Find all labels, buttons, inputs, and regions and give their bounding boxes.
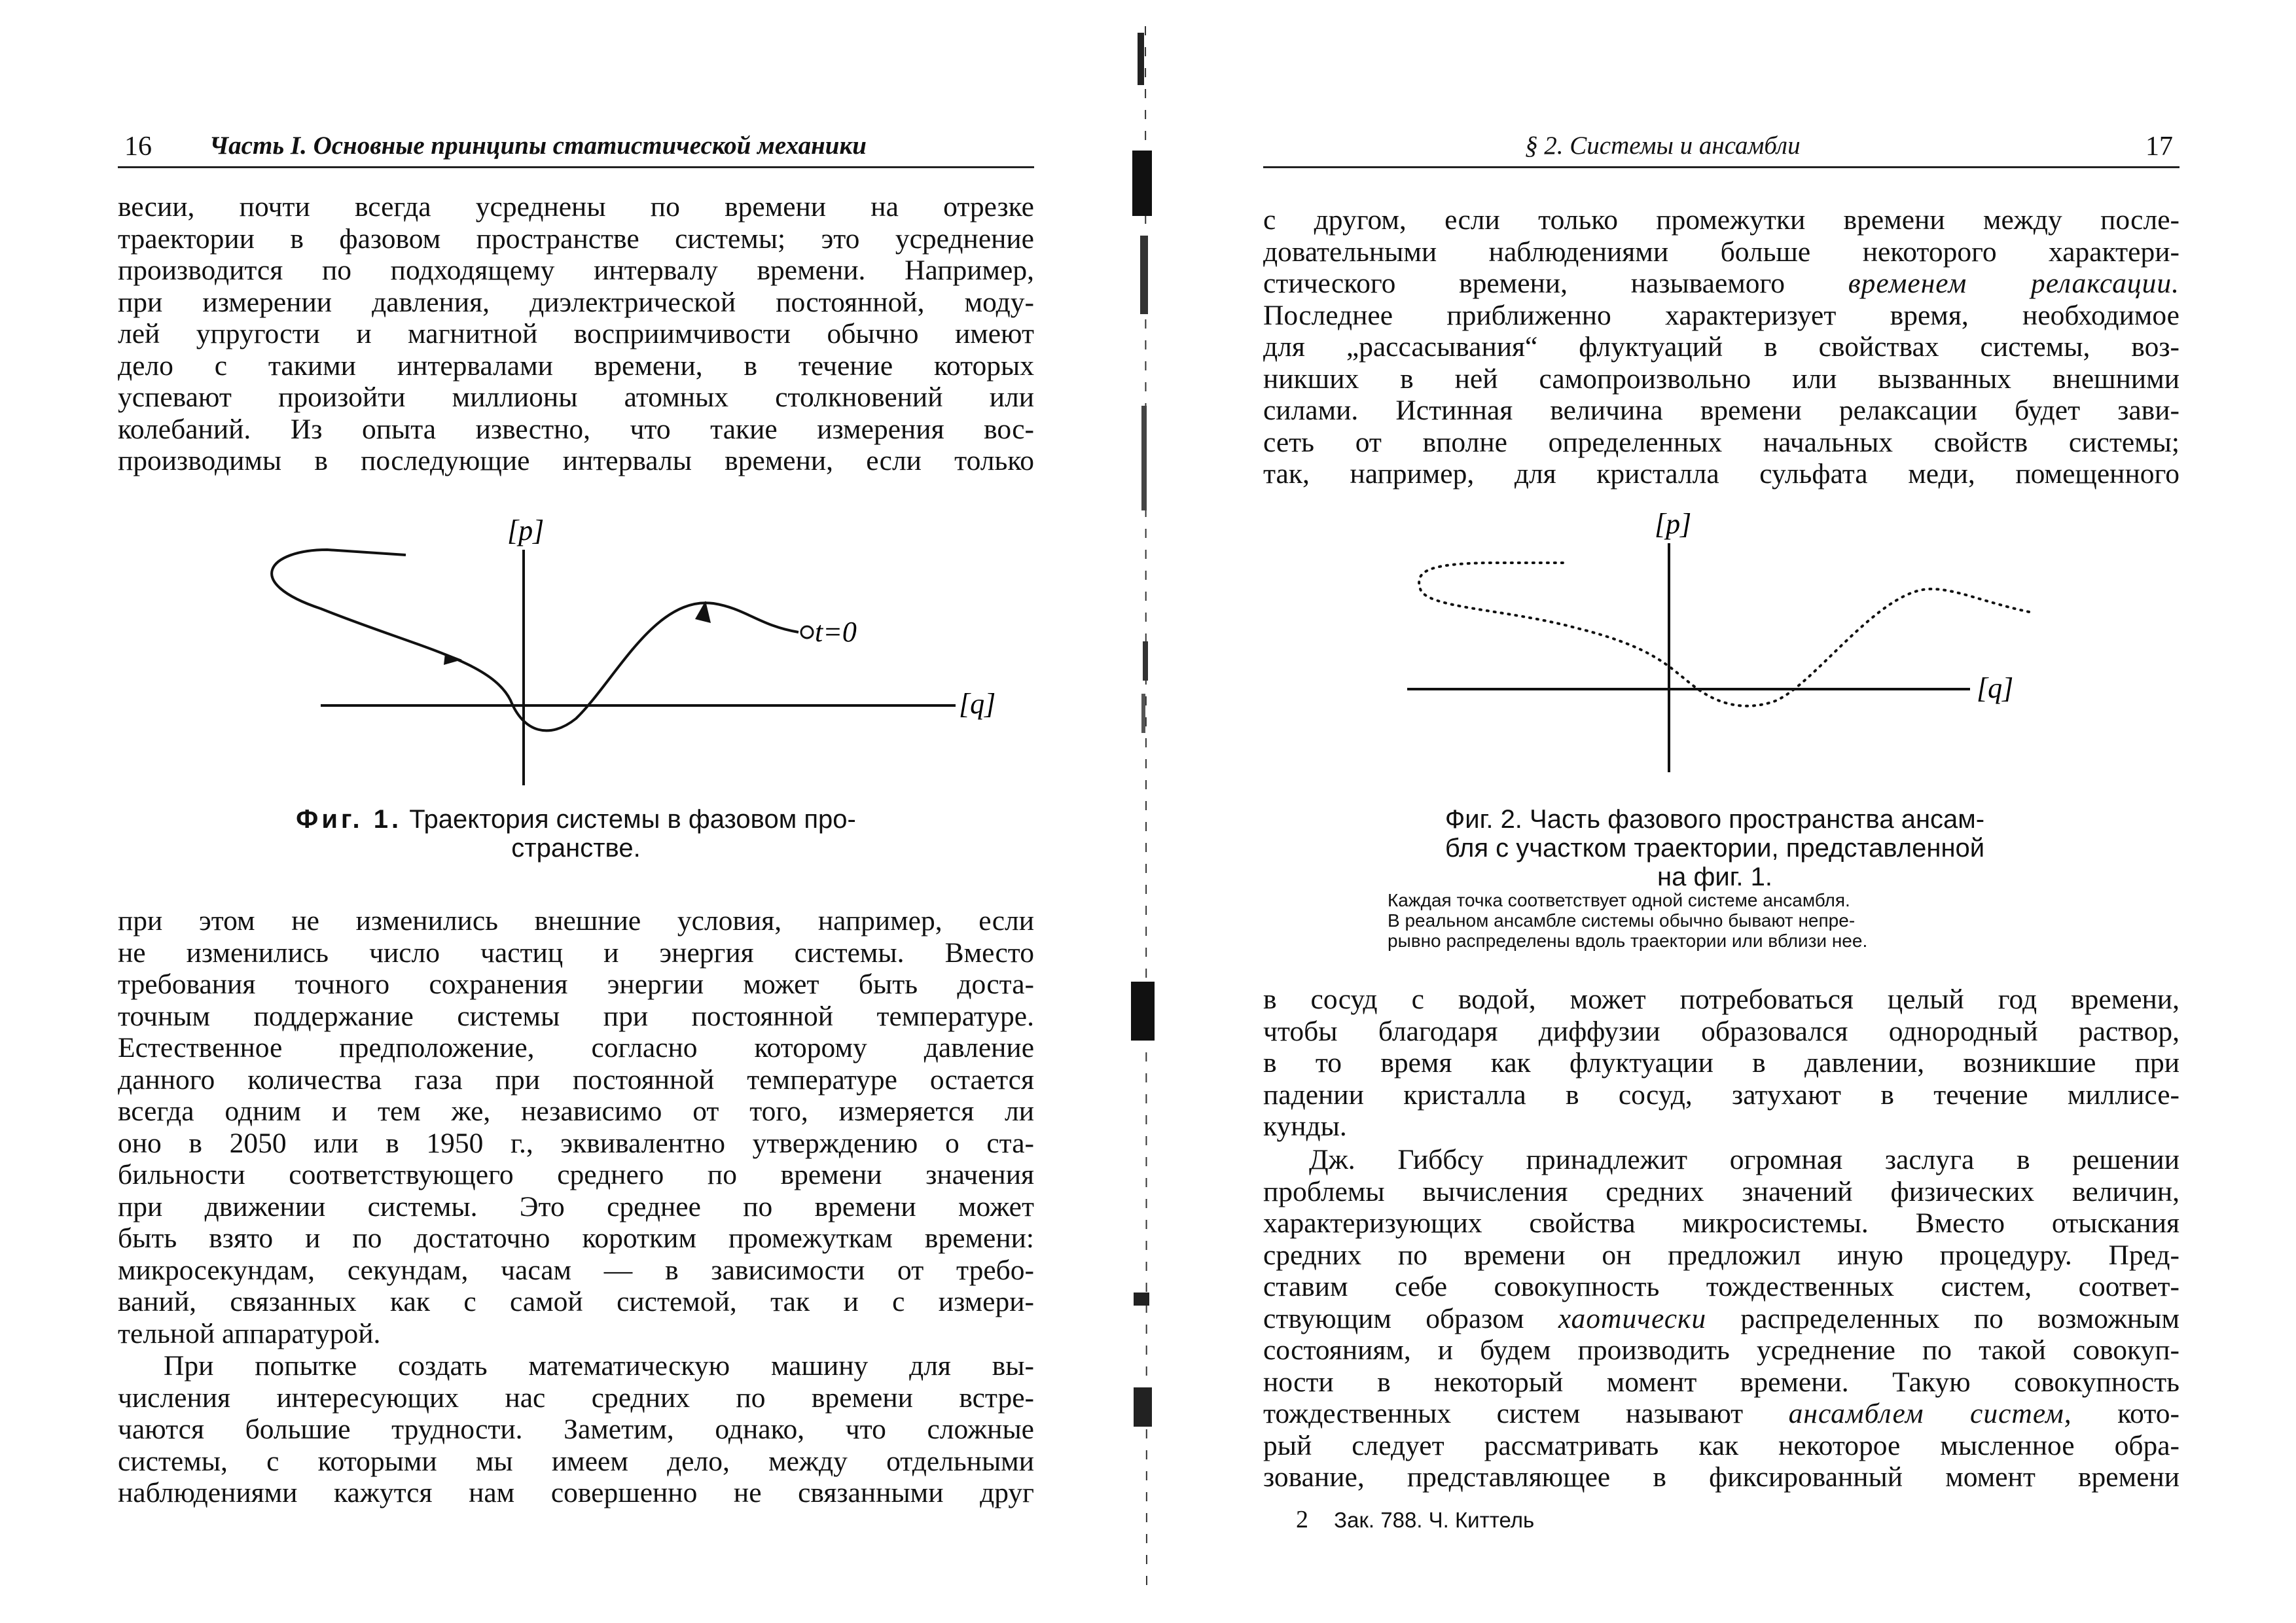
dotted-trajectory: [1419, 563, 2029, 706]
caption-text: Траектория системы в фазовом про-: [409, 805, 856, 834]
text-line: данного количества газа при постоянной температуре остается: [118, 1063, 1034, 1096]
text-line: тождественных систем называют ансамблем систем, кото-: [1263, 1398, 2179, 1429]
text-line: всегда одним и тем же, независимо от того, измеряется ли: [118, 1096, 1034, 1127]
p-axis-label: [p]: [1655, 508, 1692, 540]
text-line: производимы в последующие интервалы времени, если только: [118, 445, 1034, 476]
text-line: траектории в фазовом пространстве системы; это усреднение: [118, 223, 1034, 255]
text-line: дело с такими интервалами времени, в течение которых: [118, 349, 1034, 382]
figure-2-note: [1388, 890, 2042, 951]
caption-text: Фиг. 2. Часть фазового пространства ансам-: [1444, 805, 1985, 834]
text-line: в то время как флуктуации в давлении, возникшие при: [1263, 1047, 2179, 1079]
text-line: точным поддержание системы при постоянной температуре.: [118, 1000, 1034, 1032]
figure-1-caption: [249, 805, 903, 863]
text-line: характеризующих свойства микросистемы. Вместо отыскания: [1263, 1207, 2179, 1239]
arrow-head: [444, 653, 462, 665]
text-line: стического времени, называемого временем релаксации.: [1263, 268, 2179, 299]
text-line: при движении системы. Это среднее по времени может: [118, 1190, 1034, 1222]
text-line: системы, с которыми мы имеем дело, между отдельными: [118, 1445, 1034, 1477]
text-line: средних по времени он предложил иную процедуру. Пред-: [1263, 1239, 2179, 1271]
text-line: никших в ней самопроизвольно или вызванных внешними: [1263, 363, 2179, 395]
text-line: весии, почти всегда усреднены по времени на отрезке: [118, 191, 1034, 223]
text-line: лей упругости и магнитной восприимчивости обычно имеют: [118, 318, 1034, 349]
text-line: рый следует рассматривать как некоторое мысленное обра-: [1263, 1429, 2179, 1461]
text-line: числения интересующих нас средних по времени встре-: [118, 1382, 1034, 1414]
text-line: проблемы вычисления средних значений физических величин,: [1263, 1175, 2179, 1207]
text-line: зование, представляющее в фиксированный момент времени: [1263, 1461, 2179, 1493]
trajectory-curve: [272, 550, 798, 730]
note-line: рывно распределены вдоль траектории или вблизи нее.: [1388, 931, 1868, 951]
text-line: тельной аппаратурой.: [118, 1317, 381, 1349]
text-line: сеть от вполне определенных начальных свойств системы;: [1263, 426, 2179, 458]
right-running-header: [1263, 126, 2179, 168]
caption-text: на фиг. 1.: [1657, 863, 1772, 891]
running-title: Часть I. Основные принципы статистической механики: [209, 132, 867, 160]
text-line: оно в 2050 или в 1950 г., эквивалентно утверждению о ста-: [118, 1127, 1034, 1159]
figure-2-caption: [1388, 805, 2042, 891]
text-line: наблюдениями кажутся нам совершенно не связанными друг: [118, 1477, 1034, 1508]
text-line: производится по подходящему интервалу времени. Например,: [118, 255, 1034, 286]
text-line: ствующим образом хаотически распределенных по возможным: [1263, 1302, 2179, 1334]
caption-text: странстве.: [511, 834, 641, 863]
text-line: при измерении давления, диэлектрической постоянной, моду-: [118, 286, 1034, 318]
figure-1-phase-trajectory: [249, 510, 1034, 798]
text-line: микросекундам, секундам, часам — в зависимости от требо-: [118, 1254, 1034, 1286]
text-line: Дж. Гиббсу принадлежит огромная заслуга в решении: [1309, 1144, 2179, 1175]
caption-label: Фиг. 1.: [296, 805, 403, 834]
text-line: быть взято и по достаточно коротким промежуткам времени:: [118, 1222, 1034, 1254]
right-paragraph-3: [1263, 1144, 2179, 1493]
text-line: в сосуд с водой, может потребоваться целый год времени,: [1263, 984, 2179, 1015]
print-order-note: Зак. 788. Ч. Киттель: [1334, 1508, 1535, 1532]
p-axis-label: [p]: [507, 514, 545, 546]
running-title: § 2. Системы и ансамбли: [1525, 132, 1801, 160]
text-line: силами. Истинная величина времени релаксации будет зави-: [1263, 395, 2179, 426]
left-paragraph-2: [118, 905, 1034, 1349]
text-line: бильности соответствующего среднего по времени значения: [118, 1159, 1034, 1190]
text-line: для „рассасывания“ флуктуаций в свойствах системы, воз-: [1263, 331, 2179, 363]
left-paragraph-3: [118, 1350, 1034, 1509]
left-running-header: [118, 126, 1034, 168]
q-axis-label: [q]: [959, 688, 996, 720]
book-gutter: [1113, 0, 1191, 1623]
q-axis-label: [q]: [1977, 672, 2014, 704]
t-zero-label: t=0: [815, 616, 857, 648]
text-line: колебаний. Из опыта известно, что такие измерения вос-: [118, 413, 1034, 445]
text-line: кунды.: [1263, 1111, 1347, 1142]
text-line: ности в некоторый момент времени. Такую совокупность: [1263, 1366, 2179, 1398]
signature-footer: [1296, 1505, 1534, 1534]
emphasis: временем релаксации.: [1848, 268, 2179, 299]
text-line: Последнее приближенно характеризует время, необходимое: [1263, 299, 2179, 331]
text-line: довательными наблюдениями больше некоторого характери-: [1263, 236, 2179, 268]
text-line: с другом, если только промежутки времени между после-: [1263, 204, 2179, 236]
left-paragraph-1: [118, 191, 1034, 477]
text-line: ваний, связанных как с самой системой, так и с измери-: [118, 1286, 1034, 1317]
text-line: при этом не изменились внешние условия, например, если: [118, 905, 1034, 936]
signature-number: 2: [1296, 1506, 1308, 1533]
text-line: требования точного сохранения энергии может быть доста-: [118, 969, 1034, 1000]
right-paragraph-2: [1263, 984, 2179, 1143]
text-line: успевают произойти миллионы атомных столкновений или: [118, 382, 1034, 413]
caption-text: бля с участком траектории, представленной: [1444, 834, 1985, 863]
page-number: 16: [124, 132, 152, 162]
text-line: Естественное предположение, согласно которому давление: [118, 1032, 1034, 1063]
text-line: чаются большие трудности. Заметим, однако, что сложные: [118, 1414, 1034, 1445]
page-number: 17: [2145, 132, 2173, 162]
right-paragraph-1: [1263, 204, 2179, 490]
text-line: чтобы благодаря диффузии образовался однородный раствор,: [1263, 1015, 2179, 1047]
emphasis: хаотически: [1558, 1302, 1707, 1334]
start-point: [801, 626, 813, 638]
emphasis: ансамблем систем,: [1788, 1398, 2072, 1429]
text-line: При попытке создать математическую машину для вы-: [164, 1350, 1034, 1382]
text-line: не изменились число частиц и энергия системы. Вместо: [118, 936, 1034, 969]
text-line: падении кристалла в сосуд, затухают в течение миллисе-: [1263, 1079, 2179, 1111]
note-line: В реальном ансамбле системы обычно бывают непре-: [1388, 910, 1856, 931]
text-line: состояниям, и будем производить усреднение по такой совокуп-: [1263, 1334, 2179, 1366]
note-line: Каждая точка соответствует одной системе ансамбля.: [1388, 890, 1850, 910]
text-line: так, например, для кристалла сульфата меди, помещенного: [1263, 458, 2179, 490]
figure-2-ensemble-phase-space: [1407, 497, 2127, 779]
text-line: ставим себе совокупность тождественных систем, соответ-: [1263, 1271, 2179, 1302]
